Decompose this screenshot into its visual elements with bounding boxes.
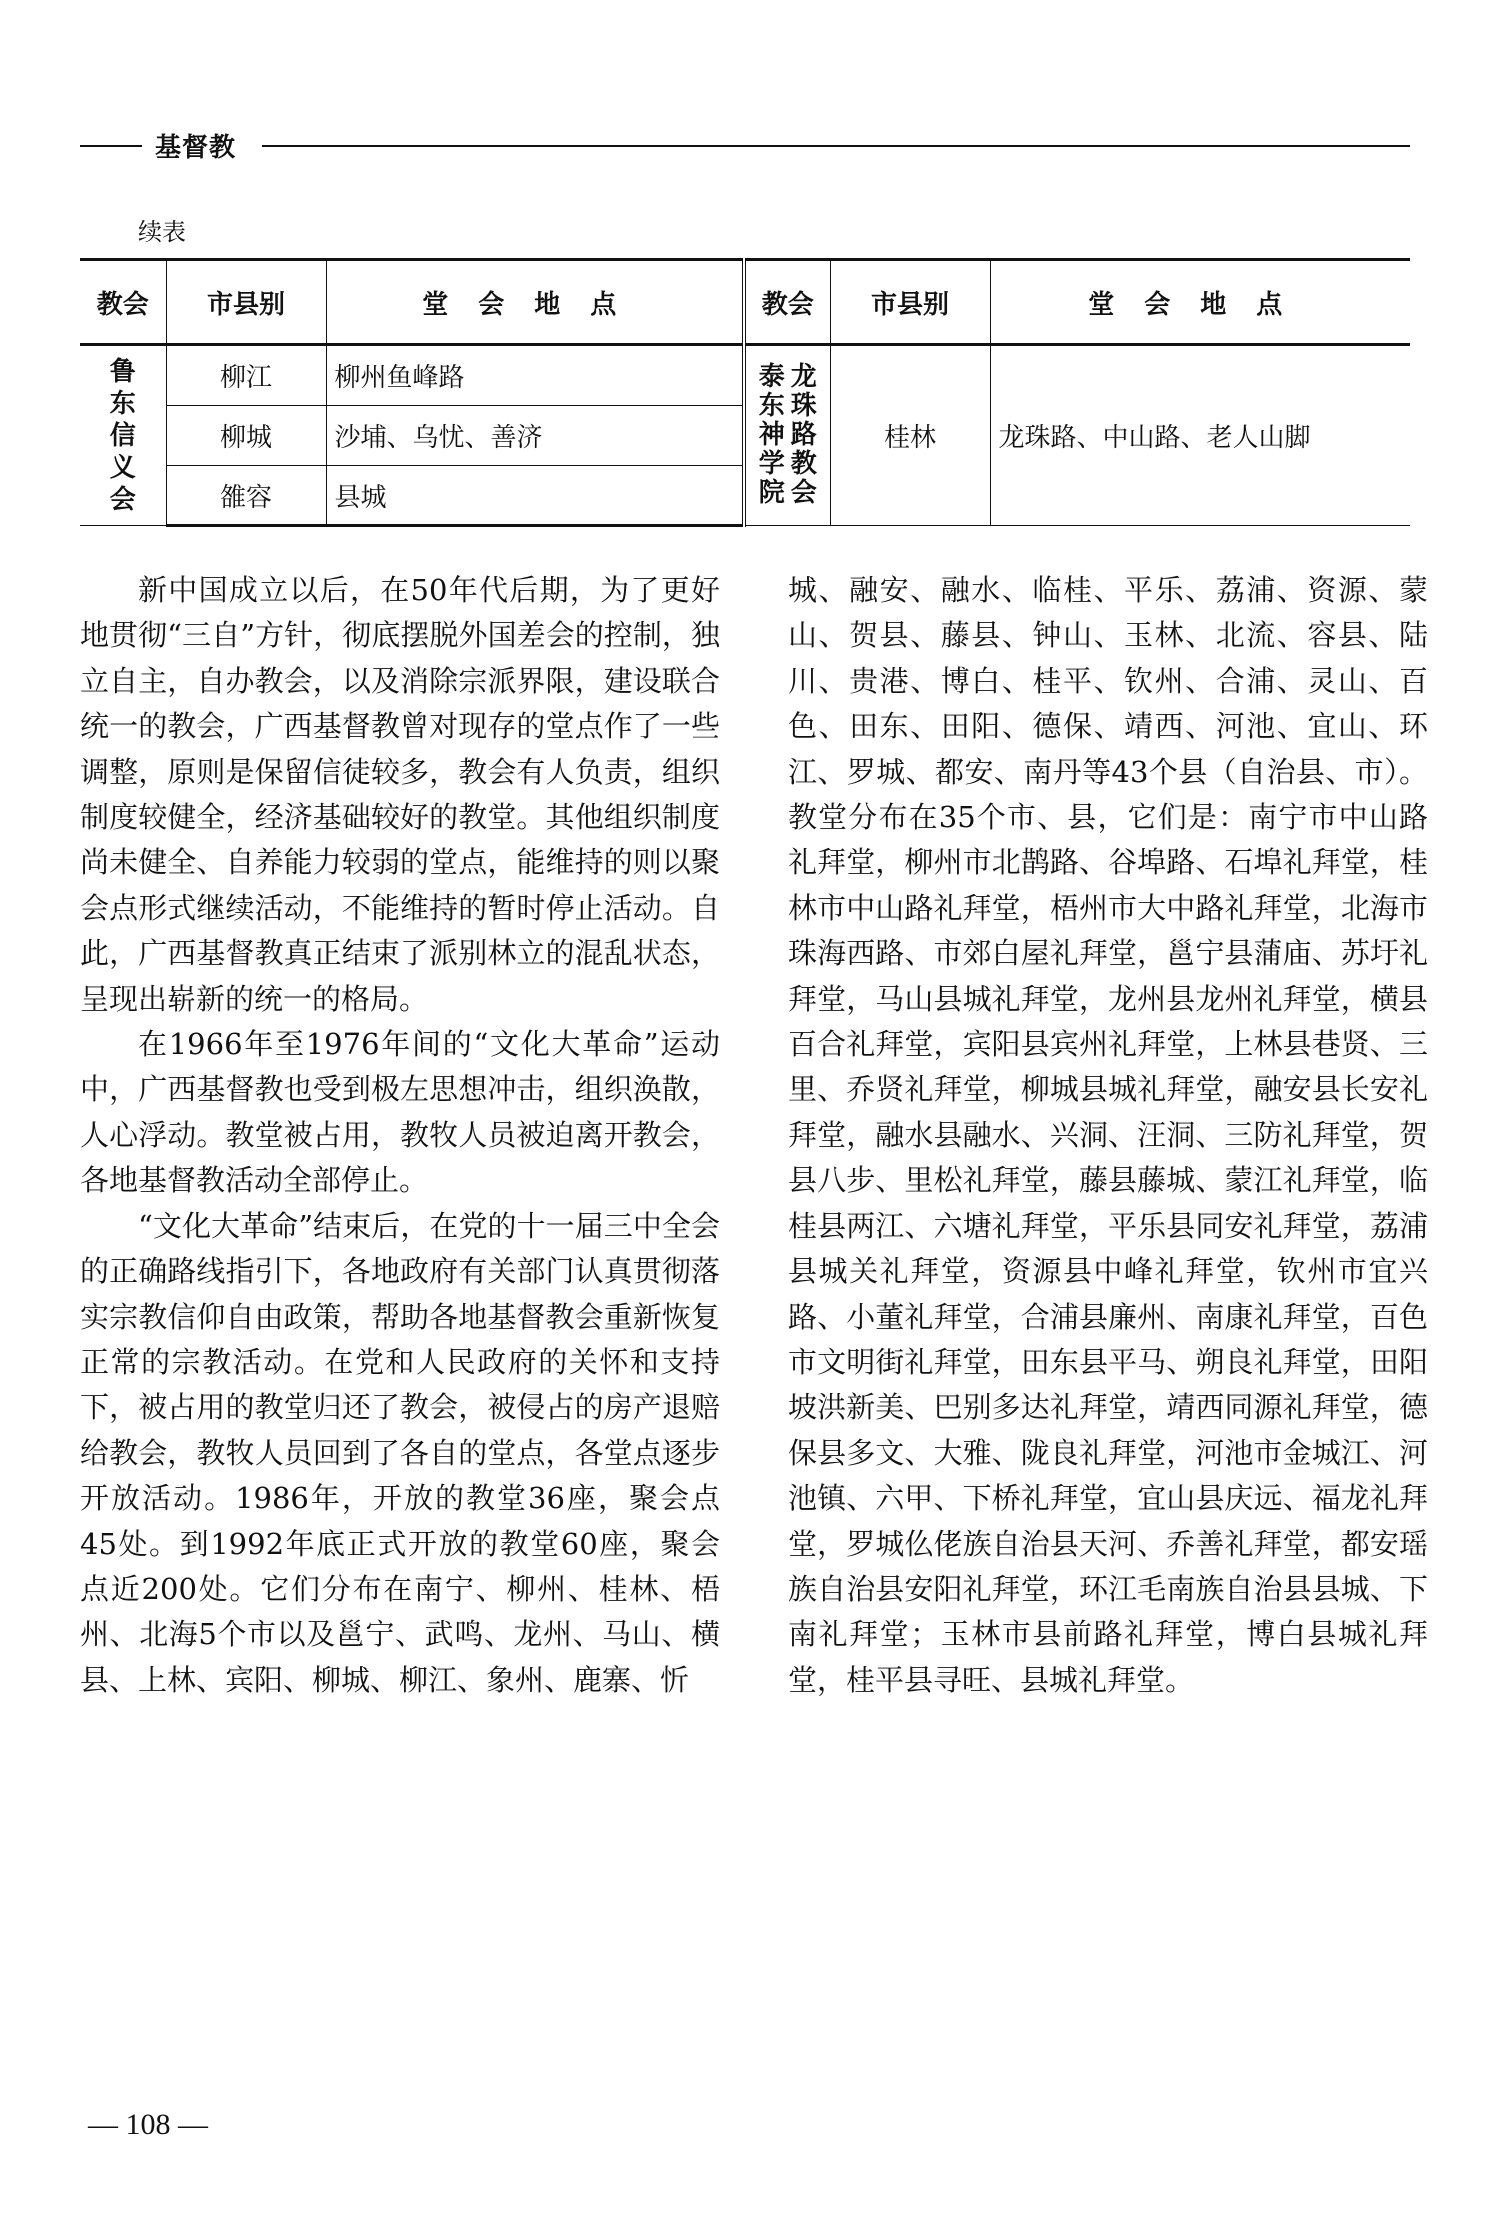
section-title: 基督教 — [155, 133, 237, 163]
paragraph: 城、融安、融水、临桂、平乐、荔浦、资源、蒙山、贺县、藤县、钟山、玉林、北流、容县、陆川、贵港、博白、桂平、钦州、合浦、灵山、百色、田东、田阳、德保、靖西、河池、宜山、环江、罗城、都安、南丹等43个县（自治县、市）。教堂分布在35个市、县，它们是：南宁市中山路礼拜堂，柳州市北鹊路、谷埠路、石埠礼拜堂，桂林市中山路礼拜堂，梧州市大中路礼拜堂，北海市珠海西路、市郊白屋礼拜堂，邕宁县蒲庙、苏圩礼拜堂，马山县城礼拜堂，龙州县龙州礼拜堂，横县百合礼拜堂，宾阳县宾州礼拜堂，上林县巷贤、三里、乔贤礼拜堂，柳城县城礼拜堂，融安县长安礼拜堂，融水县融水、兴洞、汪洞、三防礼拜堂，贺县八步、里松礼拜堂，藤县藤城、蒙江礼拜堂，临桂县两江、六塘礼拜堂，平乐县同安礼拜堂，荔浦县城关礼拜堂，资源县中峰礼拜堂，钦州市宜兴路、小董礼拜堂，合浦县廉州、南康礼拜堂，百色市文明街礼拜堂，田东县平马、朔良礼拜堂，田阳坡洪新美、巴别多达礼拜堂，靖西同源礼拜堂，德保县多文、大雅、陇良礼拜堂，河池市金城江、河池镇、六甲、下桥礼拜堂，宜山县庆远、福龙礼拜堂，罗城仫佬族自治县天河、乔善礼拜堂，都安瑶族自治县安阳礼拜堂，环江毛南族自治县县城、下南礼拜堂；玉林市县前路礼拜堂，博白县城礼拜堂，桂平县寻旺、县城礼拜堂。 — [788, 573, 1428, 1697]
body-column-left — [80, 568, 720, 1703]
church-name-right — [744, 345, 830, 526]
county-cell: 雒容 — [166, 466, 326, 526]
church-locations-table — [80, 258, 1410, 527]
church-char: 神 — [758, 420, 785, 450]
table-row — [80, 345, 1410, 406]
page-number: — 108 — — [88, 2108, 208, 2141]
church-char: 义 — [109, 452, 136, 483]
header-rule-left — [80, 145, 142, 147]
running-header — [80, 125, 1410, 169]
county-cell: 柳城 — [166, 406, 326, 466]
county-cell-right: 桂林 — [830, 345, 990, 526]
header-rule-right — [262, 145, 1410, 147]
paragraph: 在1966年至1976年间的“文化大革命”运动中，广西基督教也受到极左思想冲击，组织涣散，人心浮动。教堂被占用，教牧人员被迫离开教会，各地基督教活动全部停止。 — [80, 1027, 720, 1198]
table-caption: 续表 — [138, 218, 186, 246]
body-column-right — [788, 568, 1428, 1703]
places-cell-right: 龙珠路、中山路、老人山脚 — [990, 345, 1410, 526]
church-char: 会 — [790, 478, 817, 508]
places-cell: 沙埔、乌忧、善济 — [326, 406, 744, 466]
places-cell: 县城 — [326, 466, 744, 526]
church-char: 学 — [758, 449, 785, 479]
church-char: 泰 — [758, 362, 785, 392]
church-char: 路 — [790, 420, 817, 450]
county-cell: 柳江 — [166, 345, 326, 406]
header-church-2: 教会 — [744, 260, 830, 345]
church-char: 鲁 — [109, 356, 136, 387]
paragraph: 新中国成立以后，在50年代后期，为了更好地贯彻“三自”方针，彻底摆脱外国差会的控制，独立自主，自办教会，以及消除宗派界限，建设联合统一的教会，广西基督教曾对现存的堂点作了一些调整，原则是保留信徒较多，教会有人负责，组织制度较健全，经济基础较好的教堂。其他组织制度尚未健全、自养能力较弱的堂点，能维持的则以聚会点形式继续活动，不能维持的暂时停止活动。自此，广西基督教真正结束了派别林立的混乱状态，呈现出崭新的统一的格局。 — [80, 573, 720, 1016]
church-char: 东 — [758, 391, 785, 421]
paragraph: “文化大革命”结束后，在党的十一届三中全会的正确路线指引下，各地政府有关部门认真贯彻落实宗教信仰自由政策，帮助各地基督教会重新恢复正常的宗教活动。在党和人民政府的关怀和支持下，被占用的教堂归还了教会，被侵占的房产退赔给教会，教牧人员回到了各自的堂点，各堂点逐步开放活动。1986年，开放的教堂36座，聚会点45处。到1992年底正式开放的教堂60座，聚会点近200处。它们分布在南宁、柳州、桂林、梧州、北海5个市以及邕宁、武鸣、龙州、马山、横县、上林、宾阳、柳城、柳江、象州、鹿寨、忻 — [80, 1208, 720, 1697]
church-name-left — [80, 345, 166, 526]
header-places: 堂会地点 — [326, 260, 744, 345]
church-char: 东 — [109, 388, 136, 419]
church-char: 会 — [109, 484, 136, 515]
church-char: 珠 — [790, 391, 817, 421]
church-char: 信 — [109, 420, 136, 451]
header-county-2: 市县别 — [830, 260, 990, 345]
church-char: 教 — [790, 449, 817, 479]
header-church: 教会 — [80, 260, 166, 345]
church-char: 龙 — [790, 362, 817, 392]
header-county: 市县别 — [166, 260, 326, 345]
church-char: 院 — [758, 478, 785, 508]
header-places-2: 堂会地点 — [990, 260, 1410, 345]
places-cell: 柳州鱼峰路 — [326, 345, 744, 406]
table-header-row — [80, 260, 1410, 345]
